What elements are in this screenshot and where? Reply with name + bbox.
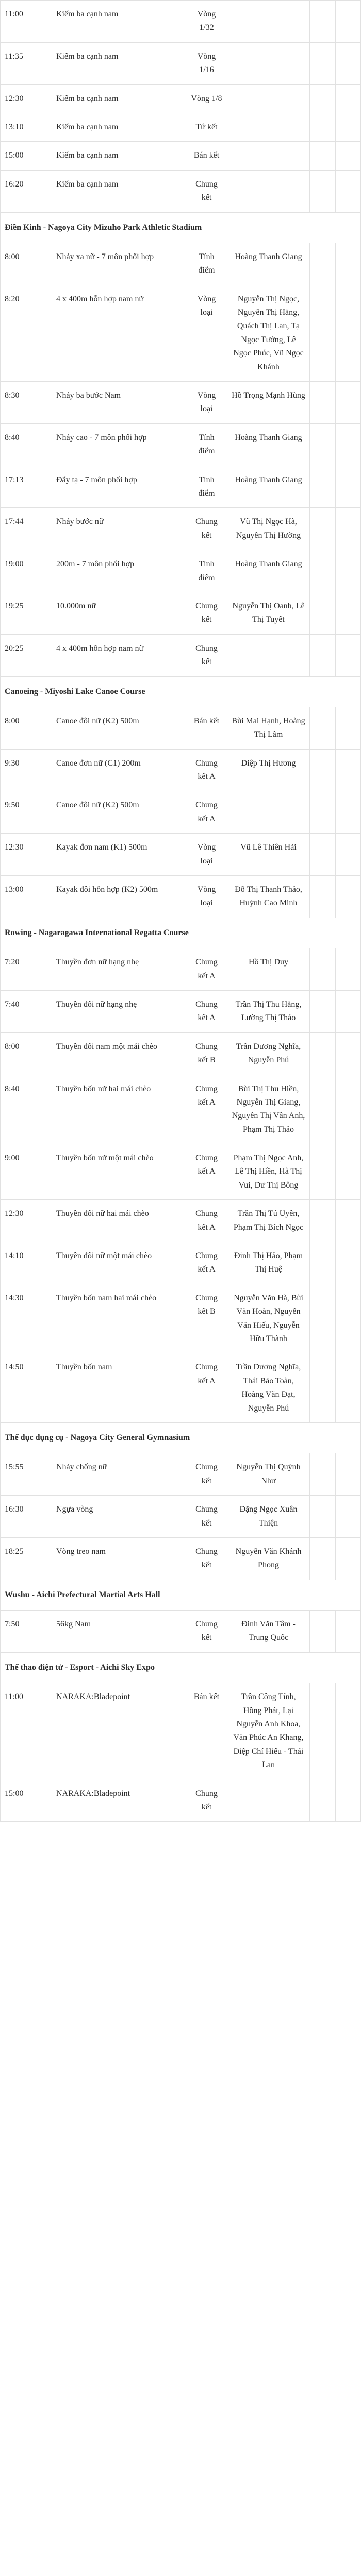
stage-cell: Bán kết <box>186 707 227 749</box>
event-cell: Đẩy tạ - 7 môn phối hợp <box>52 466 186 508</box>
athletes-cell: Trần Thị Tú Uyên, Phạm Thị Bích Ngọc <box>227 1200 309 1242</box>
medal-cell <box>335 948 361 990</box>
event-cell: Canoe đôi nữ (K2) 500m <box>52 707 186 749</box>
stage-cell: Chung kết <box>186 1538 227 1580</box>
table-row <box>0 1496 361 1538</box>
result-cell <box>309 508 335 550</box>
result-cell <box>309 1683 335 1779</box>
athletes-cell: Trần Thị Thu Hằng, Lường Thị Thảo <box>227 991 309 1032</box>
time-cell: 12:30 <box>0 834 52 875</box>
event-cell: Nhảy bước nữ <box>52 508 186 550</box>
medal-cell <box>335 285 361 381</box>
table-row <box>0 1 361 43</box>
medal-cell <box>335 1683 361 1779</box>
athletes-cell: Hoàng Thanh Giang <box>227 243 309 285</box>
time-cell: 7:50 <box>0 1611 52 1652</box>
athletes-cell: Phạm Thị Ngọc Anh, Lê Thị Hiền, Hà Thị Vui, Dư Thị Bông <box>227 1144 309 1199</box>
medal-cell <box>335 876 361 918</box>
athletes-cell: Bùi Thị Thu Hiền, Nguyễn Thị Giang, Nguyễn Thị Vân Anh, Phạm Thị Thảo <box>227 1075 309 1144</box>
stage-cell: Vòng loại <box>186 382 227 423</box>
table-row <box>0 1200 361 1242</box>
medal-cell <box>335 991 361 1032</box>
medal-cell <box>335 750 361 791</box>
stage-cell: Chung kết A <box>186 1242 227 1284</box>
event-cell: Canoe đơn nữ (C1) 200m <box>52 750 186 791</box>
event-cell: Kayak đơn nam (K1) 500m <box>52 834 186 875</box>
medal-cell <box>335 382 361 423</box>
time-cell: 12:30 <box>0 85 52 113</box>
table-row <box>0 592 361 635</box>
stage-cell: Chung kết B <box>186 1033 227 1075</box>
table-row <box>0 466 361 509</box>
athletes-cell: Nguyễn Văn Hà, Bùi Văn Hoàn, Nguyễn Văn Hiếu, Nguyễn Hữu Thành <box>227 1284 309 1353</box>
result-cell <box>309 991 335 1032</box>
table-row <box>0 876 361 918</box>
result-cell <box>309 424 335 466</box>
table-row <box>0 991 361 1033</box>
stage-cell: Tính điểm <box>186 466 227 508</box>
stage-cell: Vòng 1/8 <box>186 85 227 113</box>
time-cell: 8:30 <box>0 382 52 423</box>
result-cell <box>309 834 335 875</box>
medal-cell <box>335 791 361 833</box>
athletes-cell: Đặng Ngọc Xuân Thiện <box>227 1496 309 1537</box>
table-row <box>0 113 361 142</box>
time-cell: 8:40 <box>0 424 52 466</box>
time-cell: 12:30 <box>0 1200 52 1242</box>
athletes-cell <box>227 142 309 170</box>
table-row <box>0 635 361 677</box>
table-row <box>0 550 361 592</box>
result-cell <box>309 1538 335 1580</box>
stage-cell: Vòng loại <box>186 285 227 381</box>
medal-cell <box>335 707 361 749</box>
time-cell: 15:00 <box>0 1780 52 1822</box>
table-row <box>0 1144 361 1200</box>
time-cell: 20:25 <box>0 635 52 676</box>
table-row <box>0 382 361 424</box>
table-row <box>0 43 361 85</box>
medal-cell <box>335 171 361 212</box>
stage-cell: Chung kết A <box>186 1353 227 1422</box>
table-row <box>0 1780 361 1822</box>
event-cell: Nhảy cao - 7 môn phối hợp <box>52 424 186 466</box>
table-row <box>0 171 361 213</box>
medal-cell <box>335 508 361 550</box>
event-cell: Kiếm ba cạnh nam <box>52 113 186 141</box>
result-cell <box>309 285 335 381</box>
table-row <box>0 750 361 792</box>
time-cell: 19:25 <box>0 592 52 634</box>
event-cell: Kiếm ba cạnh nam <box>52 1 186 42</box>
stage-cell: Chung kết A <box>186 791 227 833</box>
stage-cell: Chung kết <box>186 171 227 212</box>
result-cell <box>309 876 335 918</box>
table-row <box>0 1075 361 1145</box>
result-cell <box>309 1611 335 1652</box>
stage-cell: Chung kết A <box>186 991 227 1032</box>
athletes-cell <box>227 85 309 113</box>
medal-cell <box>335 142 361 170</box>
result-cell <box>309 466 335 508</box>
table-row <box>0 791 361 834</box>
event-cell: Thuyền bốn nam hai mái chèo <box>52 1284 186 1353</box>
athletes-cell: Đinh Văn Tâm - Trung Quốc <box>227 1611 309 1652</box>
venue-section-title: Điền Kinh - Nagoya City Mizuho Park Athletic Stadium <box>0 213 361 243</box>
event-cell: Vòng treo nam <box>52 1538 186 1580</box>
stage-cell: Chung kết <box>186 1496 227 1537</box>
event-cell: Nhảy ba bước Nam <box>52 382 186 423</box>
event-cell: Thuyền bốn nam <box>52 1353 186 1422</box>
athletes-cell: Hồ Trọng Mạnh Hùng <box>227 382 309 423</box>
time-cell: 8:20 <box>0 285 52 381</box>
result-cell <box>309 1200 335 1242</box>
stage-cell: Chung kết A <box>186 1200 227 1242</box>
medal-cell <box>335 1242 361 1284</box>
stage-cell: Chung kết <box>186 592 227 634</box>
venue-section-title: Thể thao điện tử - Esport - Aichi Sky Expo <box>0 1653 361 1683</box>
medal-cell <box>335 1538 361 1580</box>
stage-cell: Bán kết <box>186 142 227 170</box>
event-cell: Thuyền bốn nữ hai mái chèo <box>52 1075 186 1144</box>
event-cell: Ngựa vòng <box>52 1496 186 1537</box>
athletes-cell: Bùi Mai Hạnh, Hoàng Thị Lâm <box>227 707 309 749</box>
result-cell <box>309 635 335 676</box>
medal-cell <box>335 43 361 84</box>
medal-cell <box>335 1284 361 1353</box>
venue-section-title: Rowing - Nagaragawa International Regatta Course <box>0 918 361 948</box>
event-cell: NARAKA:Bladepoint <box>52 1780 186 1822</box>
medal-cell <box>335 1780 361 1822</box>
medal-cell <box>335 1453 361 1495</box>
stage-cell: Tính điểm <box>186 424 227 466</box>
athletes-cell: Trần Dương Nghĩa, Thái Bảo Toàn, Hoàng Văn Đạt, Nguyễn Phú <box>227 1353 309 1422</box>
time-cell: 8:40 <box>0 1075 52 1144</box>
event-cell: Kiếm ba cạnh nam <box>52 171 186 212</box>
stage-cell: Tứ kết <box>186 113 227 141</box>
athletes-cell: Vũ Thị Ngọc Hà, Nguyễn Thị Hường <box>227 508 309 550</box>
medal-cell <box>335 1033 361 1075</box>
result-cell <box>309 243 335 285</box>
event-cell: Canoe đôi nữ (K2) 500m <box>52 791 186 833</box>
time-cell: 16:20 <box>0 171 52 212</box>
event-cell: Thuyền đôi nữ hai mái chèo <box>52 1200 186 1242</box>
stage-cell: Chung kết <box>186 1453 227 1495</box>
medal-cell <box>335 834 361 875</box>
time-cell: 17:44 <box>0 508 52 550</box>
table-row <box>0 834 361 876</box>
medal-cell <box>335 550 361 592</box>
medal-cell <box>335 113 361 141</box>
result-cell <box>309 1242 335 1284</box>
time-cell: 16:30 <box>0 1496 52 1537</box>
table-row <box>0 285 361 382</box>
stage-cell: Chung kết <box>186 1611 227 1652</box>
result-cell <box>309 592 335 634</box>
time-cell: 19:00 <box>0 550 52 592</box>
medal-cell <box>335 592 361 634</box>
table-row <box>0 1353 361 1423</box>
time-cell: 8:00 <box>0 1033 52 1075</box>
result-cell <box>309 1453 335 1495</box>
stage-cell: Chung kết A <box>186 750 227 791</box>
stage-cell: Chung kết <box>186 508 227 550</box>
medal-cell <box>335 635 361 676</box>
stage-cell: Chung kết A <box>186 1144 227 1199</box>
venue-section-title: Thể dục dụng cụ - Nagoya City General Gymnasium <box>0 1423 361 1453</box>
event-cell: Kiếm ba cạnh nam <box>52 142 186 170</box>
event-cell: 4 x 400m hỗn hợp nam nữ <box>52 635 186 676</box>
time-cell: 11:35 <box>0 43 52 84</box>
result-cell <box>309 791 335 833</box>
medal-cell <box>335 1144 361 1199</box>
table-row <box>0 1284 361 1354</box>
medal-cell <box>335 1200 361 1242</box>
stage-cell: Tính điểm <box>186 243 227 285</box>
event-cell: Thuyền bốn nữ một mái chèo <box>52 1144 186 1199</box>
stage-cell: Chung kết <box>186 635 227 676</box>
table-row <box>0 1033 361 1075</box>
time-cell: 15:55 <box>0 1453 52 1495</box>
result-cell <box>309 1284 335 1353</box>
result-cell <box>309 1144 335 1199</box>
time-cell: 13:00 <box>0 876 52 918</box>
athletes-cell <box>227 635 309 676</box>
table-row <box>0 508 361 550</box>
result-cell <box>309 1033 335 1075</box>
result-cell <box>309 171 335 212</box>
stage-cell: Vòng loại <box>186 834 227 875</box>
table-row <box>0 424 361 466</box>
athletes-cell: Đinh Thị Hảo, Phạm Thị Huệ <box>227 1242 309 1284</box>
table-row <box>0 1538 361 1580</box>
stage-cell: Vòng 1/16 <box>186 43 227 84</box>
stage-cell: Vòng loại <box>186 876 227 918</box>
athletes-cell: Hoàng Thanh Giang <box>227 466 309 508</box>
venue-section-title: Canoeing - Miyoshi Lake Canoe Course <box>0 677 361 707</box>
time-cell: 14:10 <box>0 1242 52 1284</box>
medal-cell <box>335 1353 361 1422</box>
time-cell: 11:00 <box>0 1 52 42</box>
stage-cell: Bán kết <box>186 1683 227 1779</box>
medal-cell <box>335 243 361 285</box>
athletes-cell: Hoàng Thanh Giang <box>227 424 309 466</box>
table-row <box>0 1242 361 1284</box>
athletes-cell: Nguyễn Thị Oanh, Lê Thị Tuyết <box>227 592 309 634</box>
table-row <box>0 142 361 170</box>
athletes-cell: Nguyễn Văn Khánh Phong <box>227 1538 309 1580</box>
event-cell: Thuyền đơn nữ hạng nhẹ <box>52 948 186 990</box>
result-cell <box>309 948 335 990</box>
time-cell: 18:25 <box>0 1538 52 1580</box>
medal-cell <box>335 85 361 113</box>
athletes-cell <box>227 43 309 84</box>
medal-cell <box>335 466 361 508</box>
event-cell: Thuyền đôi nam một mái chèo <box>52 1033 186 1075</box>
athletes-cell: Đỗ Thị Thanh Thảo, Huỳnh Cao Minh <box>227 876 309 918</box>
time-cell: 8:00 <box>0 707 52 749</box>
athletes-cell: Nguyễn Thị Ngọc, Nguyễn Thị Hằng, Quách Thị Lan, Tạ Ngọc Tưởng, Lê Ngọc Phúc, Vũ Ngọc Khánh <box>227 285 309 381</box>
venue-section-title: Wushu - Aichi Prefectural Martial Arts Hall <box>0 1580 361 1611</box>
medal-cell <box>335 424 361 466</box>
result-cell <box>309 1353 335 1422</box>
medal-cell <box>335 1496 361 1537</box>
athletes-cell <box>227 791 309 833</box>
result-cell <box>309 43 335 84</box>
time-cell: 14:30 <box>0 1284 52 1353</box>
table-row <box>0 1453 361 1496</box>
stage-cell: Chung kết A <box>186 1075 227 1144</box>
table-row <box>0 85 361 113</box>
event-cell: Kiếm ba cạnh nam <box>52 43 186 84</box>
athletes-cell: Trần Dương Nghĩa, Nguyễn Phú <box>227 1033 309 1075</box>
result-cell <box>309 1496 335 1537</box>
time-cell: 15:00 <box>0 142 52 170</box>
result-cell <box>309 113 335 141</box>
time-cell: 9:50 <box>0 791 52 833</box>
event-cell: Thuyền đôi nữ một mái chèo <box>52 1242 186 1284</box>
table-row <box>0 1683 361 1780</box>
athletes-cell: Nguyễn Thị Quỳnh Như <box>227 1453 309 1495</box>
table-row <box>0 948 361 991</box>
stage-cell: Tính điểm <box>186 550 227 592</box>
event-cell: NARAKA:Bladepoint <box>52 1683 186 1779</box>
athletes-cell: Diệp Thị Hương <box>227 750 309 791</box>
event-cell: Nhảy chống nữ <box>52 1453 186 1495</box>
athletes-cell: Hồ Thị Duy <box>227 948 309 990</box>
event-cell: Kayak đôi hỗn hợp (K2) 500m <box>52 876 186 918</box>
athletes-cell <box>227 1 309 42</box>
time-cell: 17:13 <box>0 466 52 508</box>
athletes-cell: Trần Công Tính, Hồng Phát, Lại Nguyễn Anh Khoa, Văn Phúc An Khang, Diệp Chí Hiếu - Thái Lan <box>227 1683 309 1779</box>
result-cell <box>309 707 335 749</box>
time-cell: 9:00 <box>0 1144 52 1199</box>
event-cell: 10.000m nữ <box>52 592 186 634</box>
medal-cell <box>335 1 361 42</box>
table-row <box>0 707 361 750</box>
medal-cell <box>335 1075 361 1144</box>
athletes-cell: Hoàng Thanh Giang <box>227 550 309 592</box>
time-cell: 7:40 <box>0 991 52 1032</box>
time-cell: 13:10 <box>0 113 52 141</box>
event-cell: Kiếm ba cạnh nam <box>52 85 186 113</box>
table-row <box>0 243 361 285</box>
time-cell: 11:00 <box>0 1683 52 1779</box>
athletes-cell: Vũ Lê Thiên Hải <box>227 834 309 875</box>
stage-cell: Chung kết A <box>186 948 227 990</box>
event-cell: 4 x 400m hỗn hợp nam nữ <box>52 285 186 381</box>
result-cell <box>309 550 335 592</box>
table-row <box>0 1611 361 1653</box>
result-cell <box>309 85 335 113</box>
time-cell: 14:50 <box>0 1353 52 1422</box>
result-cell <box>309 382 335 423</box>
stage-cell: Vòng 1/32 <box>186 1 227 42</box>
athletes-cell <box>227 171 309 212</box>
stage-cell: Chung kết B <box>186 1284 227 1353</box>
event-cell: 56kg Nam <box>52 1611 186 1652</box>
time-cell: 7:20 <box>0 948 52 990</box>
result-cell <box>309 1075 335 1144</box>
result-cell <box>309 142 335 170</box>
event-cell: Nhảy xa nữ - 7 môn phối hợp <box>52 243 186 285</box>
time-cell: 9:30 <box>0 750 52 791</box>
event-cell: 200m - 7 môn phối hợp <box>52 550 186 592</box>
event-cell: Thuyền đôi nữ hạng nhẹ <box>52 991 186 1032</box>
result-cell <box>309 1 335 42</box>
medal-cell <box>335 1611 361 1652</box>
athletes-cell <box>227 1780 309 1822</box>
time-cell: 8:00 <box>0 243 52 285</box>
result-cell <box>309 1780 335 1822</box>
result-cell <box>309 750 335 791</box>
athletes-cell <box>227 113 309 141</box>
stage-cell: Chung kết <box>186 1780 227 1822</box>
